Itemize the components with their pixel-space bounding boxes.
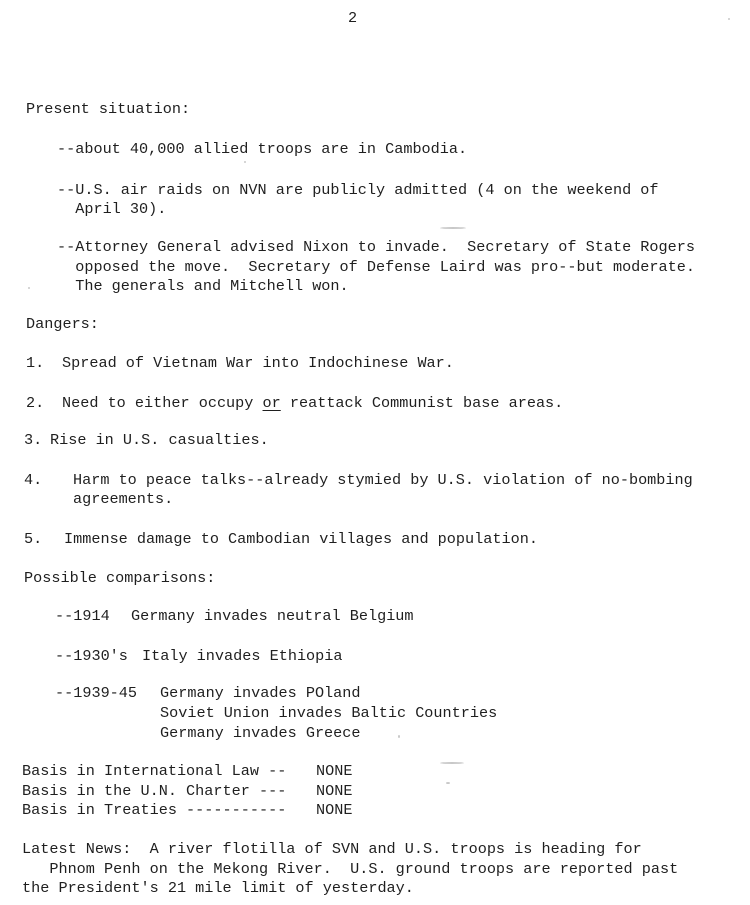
danger-number: 4. bbox=[24, 471, 43, 489]
danger-number: 3. bbox=[24, 431, 43, 449]
scan-speck bbox=[446, 782, 450, 784]
situation-item-line: --U.S. air raids on NVN are publicly admitted (4 on the weekend of bbox=[57, 181, 659, 199]
scan-speck bbox=[28, 287, 30, 289]
danger-text: Immense damage to Cambodian villages and population. bbox=[64, 530, 538, 548]
danger-text: Spread of Vietnam War into Indochinese War. bbox=[62, 354, 454, 372]
danger-text-line: agreements. bbox=[73, 490, 174, 508]
danger-text-part: Need to either occupy bbox=[62, 394, 263, 412]
basis-label: Basis in the U.N. Charter --- bbox=[22, 782, 287, 800]
page-number: 2 bbox=[348, 9, 358, 27]
basis-value: NONE bbox=[316, 801, 353, 819]
scan-speck bbox=[398, 735, 400, 738]
comparison-year: --1939-45 bbox=[55, 684, 138, 702]
dangers-heading: Dangers: bbox=[26, 315, 99, 333]
situation-item-line: The generals and Mitchell won. bbox=[57, 277, 349, 295]
comparison-event: Germany invades Greece bbox=[160, 724, 361, 742]
comparison-event: Soviet Union invades Baltic Countries bbox=[160, 704, 498, 722]
underlined-word: or bbox=[262, 394, 281, 412]
danger-number: 5. bbox=[24, 530, 43, 548]
comparison-year: --1930's bbox=[55, 647, 128, 665]
basis-label: Basis in Treaties ----------- bbox=[22, 801, 287, 819]
comparisons-heading: Possible comparisons: bbox=[24, 569, 216, 587]
scan-speck bbox=[440, 227, 466, 229]
comparison-event: Italy invades Ethiopia bbox=[142, 647, 343, 665]
danger-number: 2. bbox=[26, 394, 45, 412]
scan-speck bbox=[728, 18, 730, 20]
basis-value: NONE bbox=[316, 782, 353, 800]
situation-item-line: --about 40,000 allied troops are in Cambodia. bbox=[57, 140, 468, 158]
comparison-year: --1914 bbox=[55, 607, 110, 625]
danger-text: Rise in U.S. casualties. bbox=[50, 431, 269, 449]
present-situation-heading: Present situation: bbox=[26, 100, 191, 118]
comparison-event: Germany invades POland bbox=[160, 684, 361, 702]
danger-text-line: Harm to peace talks--already stymied by U.S. violation of no-bombing bbox=[73, 471, 693, 489]
danger-text bbox=[62, 393, 563, 413]
latest-news-line: the President's 21 mile limit of yesterday. bbox=[22, 879, 414, 897]
latest-news-line: Latest News: A river flotilla of SVN and U.S. troops is heading for bbox=[22, 840, 642, 858]
situation-item-line: April 30). bbox=[57, 200, 167, 218]
scan-speck bbox=[440, 762, 464, 764]
scan-speck bbox=[244, 161, 246, 163]
comparison-event: Germany invades neutral Belgium bbox=[131, 607, 414, 625]
basis-label: Basis in International Law -- bbox=[22, 762, 287, 780]
danger-number: 1. bbox=[26, 354, 45, 372]
latest-news-line: Phnom Penh on the Mekong River. U.S. ground troops are reported past bbox=[22, 860, 679, 878]
basis-value: NONE bbox=[316, 762, 353, 780]
situation-item-line: opposed the move. Secretary of Defense Laird was pro--but moderate. bbox=[57, 258, 695, 276]
situation-item-line: --Attorney General advised Nixon to invade. Secretary of State Rogers bbox=[57, 238, 695, 256]
danger-text-part: reattack Communist base areas. bbox=[280, 394, 564, 412]
